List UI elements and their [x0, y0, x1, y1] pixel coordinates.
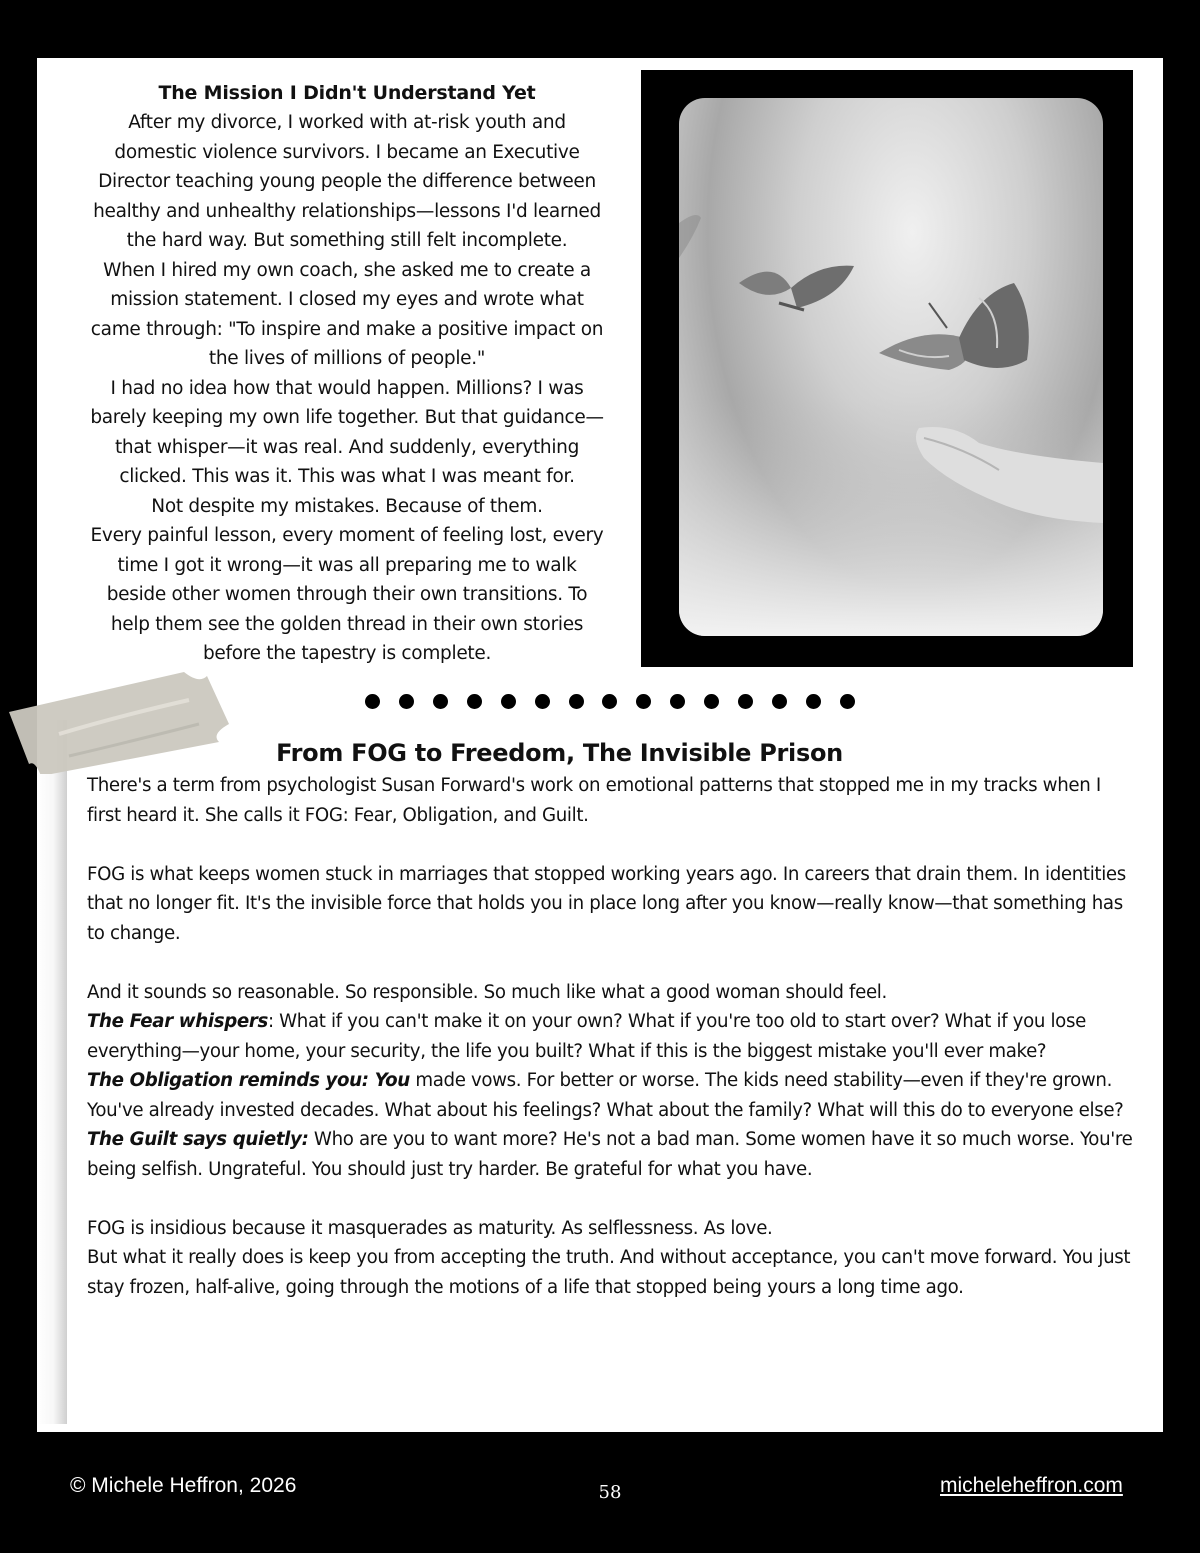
divider-dot: [399, 694, 414, 709]
mission-line: Director teaching young people the difference between: [98, 171, 596, 192]
divider-dot: [704, 694, 719, 709]
divider-dot: [738, 694, 753, 709]
divider-dot: [569, 694, 584, 709]
mission-line: I had no idea how that would happen. Millions? I was: [110, 377, 584, 399]
page-sheet: [37, 58, 1163, 1432]
fog-section-body: [87, 771, 1137, 1302]
body-paragraph: But what it really does is keep you from accepting the truth. And without acceptance, you can't move forward. You just stay frozen, half-alive, going through the motions of a life that stopped being yours a long time ago.: [87, 1247, 1131, 1298]
mission-title: The Mission I Didn't Understand Yet: [158, 82, 536, 104]
section-title: From FOG to Freedom, The Invisible Prison: [276, 739, 843, 767]
intro-paragraph: There's a term from psychologist Susan Forward's work on emotional patterns that stopped me in my tracks when I first heard it. She calls it FOG: Fear, Obligation, and Guilt.: [87, 775, 1101, 826]
guilt-paragraph: [87, 1125, 1137, 1184]
page-number: 58: [598, 1482, 622, 1503]
body-paragraph: FOG is insidious because it masquerades as maturity. As selflessness. As love.: [87, 1217, 773, 1239]
divider-dot: [670, 694, 685, 709]
mission-line: When I hired my own coach, she asked me to create a: [103, 259, 591, 281]
mission-line: came through: "To inspire and make a positive impact on: [90, 318, 604, 340]
divider-dot: [840, 694, 855, 709]
divider-dot: [535, 694, 550, 709]
body-paragraph: FOG is what keeps women stuck in marriages that stopped working years ago. In careers that drain them. In identities that no longer fit. It's the invisible force that holds you in place long after you know—really know—that something has to change.: [87, 863, 1126, 944]
obligation-paragraph: [87, 1066, 1137, 1125]
mission-line: barely keeping my own life together. But that guidance—: [90, 407, 604, 428]
mission-line: help them see the golden thread in their own stories: [110, 613, 584, 635]
divider-dot: [636, 694, 651, 709]
divider-dot: [467, 694, 482, 709]
guilt-label: The Guilt says quietly:: [87, 1129, 309, 1150]
fear-label: The Fear whispers: [87, 1011, 268, 1032]
mission-line: that whisper—it was real. And suddenly, everything: [114, 436, 580, 458]
photo-frame: [641, 70, 1133, 667]
obligation-text: made vows. For better or worse. The kids need stability—even if they're grown. You've already invested decades. What about his feelings? What about the family? What will this do to everyone else?: [87, 1070, 1124, 1121]
dot-divider: [365, 694, 855, 710]
left-accent-bar: [37, 720, 67, 1424]
mission-line: Every painful lesson, every moment of feeling lost, every: [90, 525, 604, 546]
divider-dot: [772, 694, 787, 709]
mission-line: beside other women through their own transitions. To: [106, 584, 588, 605]
butterfly-icon: [739, 266, 854, 310]
butterfly-icon: [879, 283, 1029, 370]
mission-line: healthy and unhealthy relationships—lessons I'd learned: [93, 200, 601, 222]
butterfly-hand-illustration: [679, 98, 1103, 636]
fear-paragraph: [87, 1007, 1137, 1066]
mission-line: clicked. This was it. This was what I was meant for.: [119, 466, 575, 487]
butterfly-icon: [679, 215, 701, 258]
website-link[interactable]: micheleheffron.com: [940, 1474, 1123, 1497]
mission-line: the lives of millions of people.": [208, 348, 486, 369]
mission-section: [67, 78, 627, 669]
divider-dot: [365, 694, 380, 709]
copyright-text: © Michele Heffron, 2026: [70, 1474, 297, 1497]
divider-dot: [602, 694, 617, 709]
fear-text: : What if you can't make it on your own? What if you're too old to start over? What if you lose everything—your home, your security, the life you built? What if this is the biggest mistake you'll ever make?: [87, 1011, 1086, 1062]
divider-dot: [501, 694, 516, 709]
mission-line: before the tapestry is complete.: [202, 643, 492, 664]
mission-line: mission statement. I closed my eyes and wrote what: [110, 289, 584, 310]
obligation-label: The Obligation reminds you: You: [87, 1070, 410, 1091]
butterfly-photo: [679, 98, 1103, 636]
divider-dot: [806, 694, 821, 709]
body-paragraph: And it sounds so reasonable. So responsible. So much like what a good woman should feel.: [87, 981, 887, 1003]
mission-line: time I got it wrong—it was all preparing me to walk: [117, 554, 577, 576]
mission-line: the hard way. But something still felt incomplete.: [126, 230, 568, 251]
mission-line: domestic violence survivors. I became an Executive: [114, 141, 580, 163]
divider-dot: [433, 694, 448, 709]
mission-line: After my divorce, I worked with at-risk youth and: [128, 112, 566, 133]
mission-line: Not despite my mistakes. Because of them.: [151, 495, 543, 517]
guilt-text: Who are you to want more? He's not a bad man. Some women have it so much worse. You're being selfish. Ungrateful. You should just try harder. Be grateful for what you have.: [87, 1129, 1133, 1180]
